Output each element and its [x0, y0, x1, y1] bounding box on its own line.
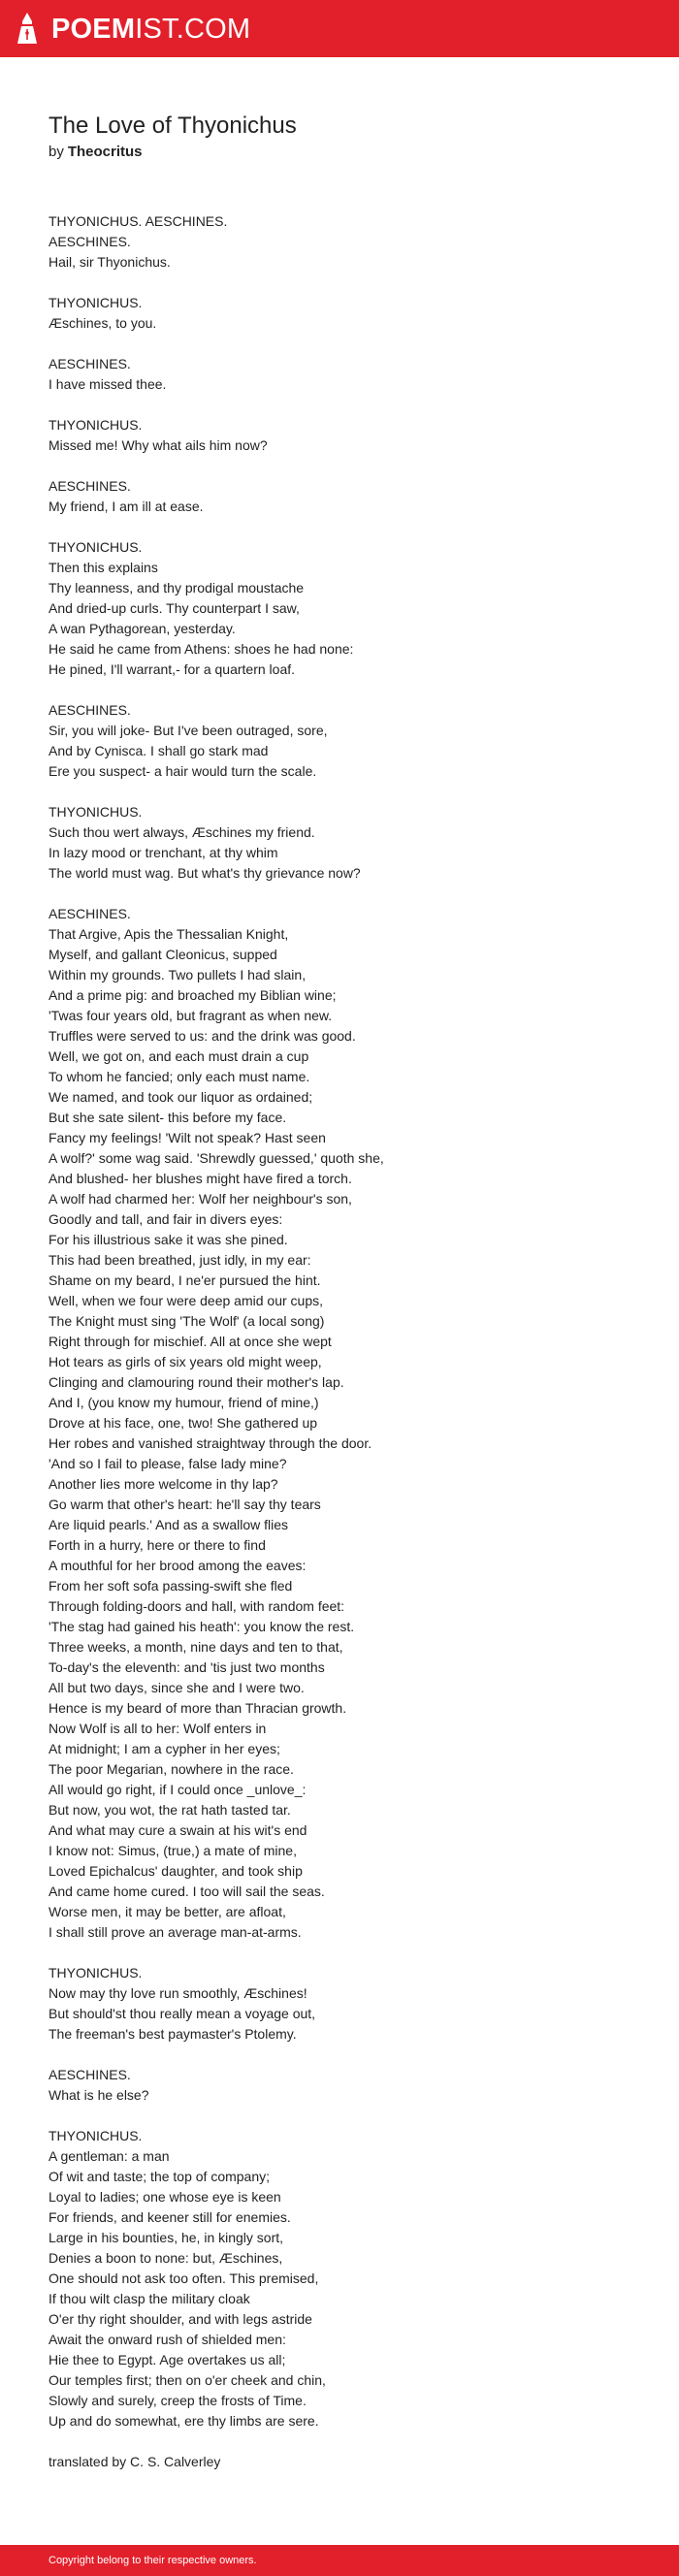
poem-line: For friends, and keener still for enemies. [48, 2209, 291, 2225]
poem-line: THYONICHUS. [48, 539, 143, 555]
poem-line: Forth in a hurry, here or there to find [48, 1537, 266, 1553]
site-logo-text[interactable]: POEMIST.COM [51, 14, 251, 45]
poem-line: Loyal to ladies; one whose eye is keen [48, 2189, 281, 2205]
poem-line: Drove at his face, one, two! She gathered up [48, 1415, 318, 1431]
poem-line: The Knight must sing 'The Wolf' (a local song) [48, 1313, 325, 1329]
poem-line: But should'st thou really mean a voyage out, [48, 2006, 316, 2021]
copyright-notice: Copyright belong to their respective owners. [48, 2555, 257, 2566]
poem-line: Our temples first; then on o'er cheek and chin, [48, 2372, 326, 2388]
poem-line: Slowly and surely, creep the frosts of Time. [48, 2393, 307, 2408]
poem-line: THYONICHUS. [48, 1965, 143, 1980]
poem-line: He said he came from Athens: shoes he had none: [48, 641, 354, 657]
poem-line: This had been breathed, just idly, in my ear: [48, 1252, 311, 1268]
poem-line: Well, we got on, and each must drain a cup [48, 1048, 309, 1064]
poem-line: Loved Epichalcus' daughter, and took ship [48, 1863, 303, 1879]
poem-line: Fancy my feelings! 'Wilt not speak? Hast seen [48, 1130, 326, 1145]
poem-line: My friend, I am ill at ease. [48, 499, 204, 514]
poem-line: Right through for mischief. All at once she wept [48, 1334, 332, 1349]
poem-title: The Love of Thyonichus [48, 113, 297, 139]
poem-line: Sir, you will joke- But I've been outraged, sore, [48, 723, 328, 738]
site-logo[interactable] [16, 12, 250, 47]
poem-line: And dried-up curls. Thy counterpart I saw, [48, 600, 300, 616]
poem-line: Are liquid pearls.' And as a swallow flies [48, 1517, 289, 1532]
poem-line: A wan Pythagorean, yesterday. [48, 621, 236, 636]
poem-body [48, 211, 630, 2431]
poem-line: But she sate silent- this before my face. [48, 1110, 287, 1125]
stanza [48, 211, 630, 273]
stanza [48, 700, 630, 782]
poem-line: Ere you suspect- a hair would turn the scale. [48, 763, 317, 779]
poem-line: I shall still prove an average man-at-arms. [48, 1924, 302, 1940]
poem-line: Such thou wert always, Æschines my friend. [48, 824, 315, 840]
poem-line: Clinging and clamouring round their mother's lap. [48, 1374, 344, 1390]
poem-line: A mouthful for her brood among the eaves: [48, 1558, 307, 1573]
stanza [48, 1963, 630, 2045]
poem-line: I know not: Simus, (true,) a mate of mine, [48, 1843, 297, 1858]
poem-line: To whom he fancied; only each must name. [48, 1069, 310, 1084]
poem-line: THYONICHUS. [48, 804, 143, 820]
top-banner [0, 0, 679, 57]
poem-line: Of wit and taste; the top of company; [48, 2169, 271, 2184]
poem-line: Hail, sir Thyonichus. [48, 254, 171, 270]
poem-line: Hence is my beard of more than Thracian growth. [48, 1700, 347, 1716]
poem-line: The freeman's best paymaster's Ptolemy. [48, 2026, 297, 2042]
poem-line: AESCHINES. [48, 702, 131, 718]
poem-line: Await the onward rush of shielded men: [48, 2332, 286, 2347]
poem-line: And I, (you know my humour, friend of mine,) [48, 1395, 319, 1410]
stanza [48, 802, 630, 884]
poem-line: A gentleman: a man [48, 2148, 170, 2164]
poem-line: AESCHINES. [48, 234, 131, 249]
poem-line: Up and do somewhat, ere thy limbs are sere. [48, 2413, 319, 2429]
poem-line: And blushed- her blushes might have fired a torch. [48, 1171, 352, 1186]
stanza [48, 2065, 630, 2106]
poem-line: For his illustrious sake it was she pined. [48, 1232, 288, 1247]
poem-line: A wolf had charmed her: Wolf her neighbour's son, [48, 1191, 352, 1207]
poem-line: 'And so I fail to please, false lady mine? [48, 1456, 287, 1471]
translator-credit: translated by C. S. Calverley [48, 2454, 221, 2469]
poem-line: What is he else? [48, 2087, 149, 2103]
poem-line: AESCHINES. [48, 478, 131, 494]
by-label: by [48, 144, 64, 160]
poem-line: And by Cynisca. I shall go stark mad [48, 743, 269, 758]
poem-line: From her soft sofa passing-swift she fled [48, 1578, 293, 1594]
poem-line: Three weeks, a month, nine days and ten to that, [48, 1639, 343, 1655]
poem-line: Another lies more welcome in thy lap? [48, 1476, 278, 1492]
poem-line: Hot tears as girls of six years old might weep, [48, 1354, 322, 1369]
poem-content [48, 112, 630, 2472]
author-name: Theocritus [67, 144, 143, 160]
poem-line: Well, when we four were deep amid our cups, [48, 1293, 323, 1308]
stanza [48, 293, 630, 334]
poem-line: Missed me! Why what ails him now? [48, 437, 268, 453]
poem-line: He pined, I'll warrant,- for a quartern loaf. [48, 661, 296, 677]
poem-line: To-day's the eleventh: and 'tis just two months [48, 1659, 325, 1675]
poem-line: AESCHINES. [48, 356, 131, 371]
poem-line: That Argive, Apis the Thessalian Knight, [48, 926, 289, 942]
poem-line: Æschines, to you. [48, 315, 157, 331]
poem-line: And came home cured. I too will sail the seas. [48, 1884, 325, 1899]
stanza [48, 904, 630, 1943]
poem-line: Hie thee to Egypt. Age overtakes us all; [48, 2352, 286, 2367]
poem-line: Worse men, it may be better, are afloat, [48, 1904, 286, 1919]
stanza [48, 354, 630, 395]
fountain-pen-nib-icon [16, 12, 38, 47]
poem-line: THYONICHUS. [48, 417, 143, 433]
poem-line: A wolf?' some wag said. 'Shrewdly guessed,' quoth she, [48, 1150, 384, 1166]
stanza [48, 2126, 630, 2431]
poem-line: Go warm that other's heart: he'll say thy tears [48, 1497, 321, 1512]
poem-line: In lazy mood or trenchant, at thy whim [48, 845, 278, 860]
poem-line: THYONICHUS. [48, 2128, 143, 2143]
poem-line: 'Twas four years old, but fragrant as when new. [48, 1008, 333, 1023]
poem-line: THYONICHUS. [48, 295, 143, 310]
poem-line: And what may cure a swain at his wit's end [48, 1822, 307, 1838]
poem-line: AESCHINES. [48, 906, 131, 921]
poem-line: 'The stag had gained his heath': you know the rest. [48, 1619, 355, 1634]
poem-line: If thou wilt clasp the military cloak [48, 2291, 250, 2306]
poem-line: The world must wag. But what's thy grievance now? [48, 865, 361, 881]
stanza [48, 415, 630, 456]
poem-line: And a prime pig: and broached my Biblian wine; [48, 987, 337, 1003]
poem-line: Through folding-doors and hall, with random feet: [48, 1598, 345, 1614]
poem-line: Truffles were served to us: and the drink was good. [48, 1028, 356, 1044]
poem-line: Within my grounds. Two pullets I had slain, [48, 967, 307, 982]
poem-line: Denies a boon to none: but, Æschines, [48, 2250, 283, 2266]
poem-line: Goodly and tall, and fair in divers eyes: [48, 1211, 283, 1227]
poem-line: The poor Megarian, nowhere in the race. [48, 1761, 294, 1777]
poem-line: Shame on my beard, I ne'er pursued the hint. [48, 1272, 321, 1288]
poem-line: Then this explains [48, 560, 158, 575]
poem-line: Thy leanness, and thy prodigal moustache [48, 580, 305, 596]
poem-line: AESCHINES. [48, 2067, 131, 2082]
poem-line: Large in his bounties, he, in kingly sort, [48, 2230, 284, 2245]
poem-line: Now may thy love run smoothly, Æschines! [48, 1985, 307, 2001]
poem-line: We named, and took our liquor as ordained; [48, 1089, 313, 1105]
poem-line: Now Wolf is all to her: Wolf enters in [48, 1721, 267, 1736]
footer-bar [0, 2545, 679, 2576]
poem-line: THYONICHUS. AESCHINES. [48, 213, 228, 229]
poem-line: Myself, and gallant Cleonicus, supped [48, 947, 277, 962]
poem-line: But now, you wot, the rat hath tasted tar. [48, 1802, 291, 1818]
poem-line: Her robes and vanished straightway through the door. [48, 1435, 372, 1451]
poem-line: At midnight; I am a cypher in her eyes; [48, 1741, 280, 1756]
stanza [48, 476, 630, 517]
byline [48, 143, 630, 162]
poem-line: I have missed thee. [48, 376, 167, 392]
stanza [48, 537, 630, 680]
poem-line: All but two days, since she and I were two. [48, 1680, 305, 1695]
poem-line: All would go right, if I could once _unlove_: [48, 1782, 307, 1797]
poem-line: O'er thy right shoulder, and with legs astride [48, 2311, 312, 2327]
poem-line: One should not ask too often. This premised, [48, 2270, 319, 2286]
